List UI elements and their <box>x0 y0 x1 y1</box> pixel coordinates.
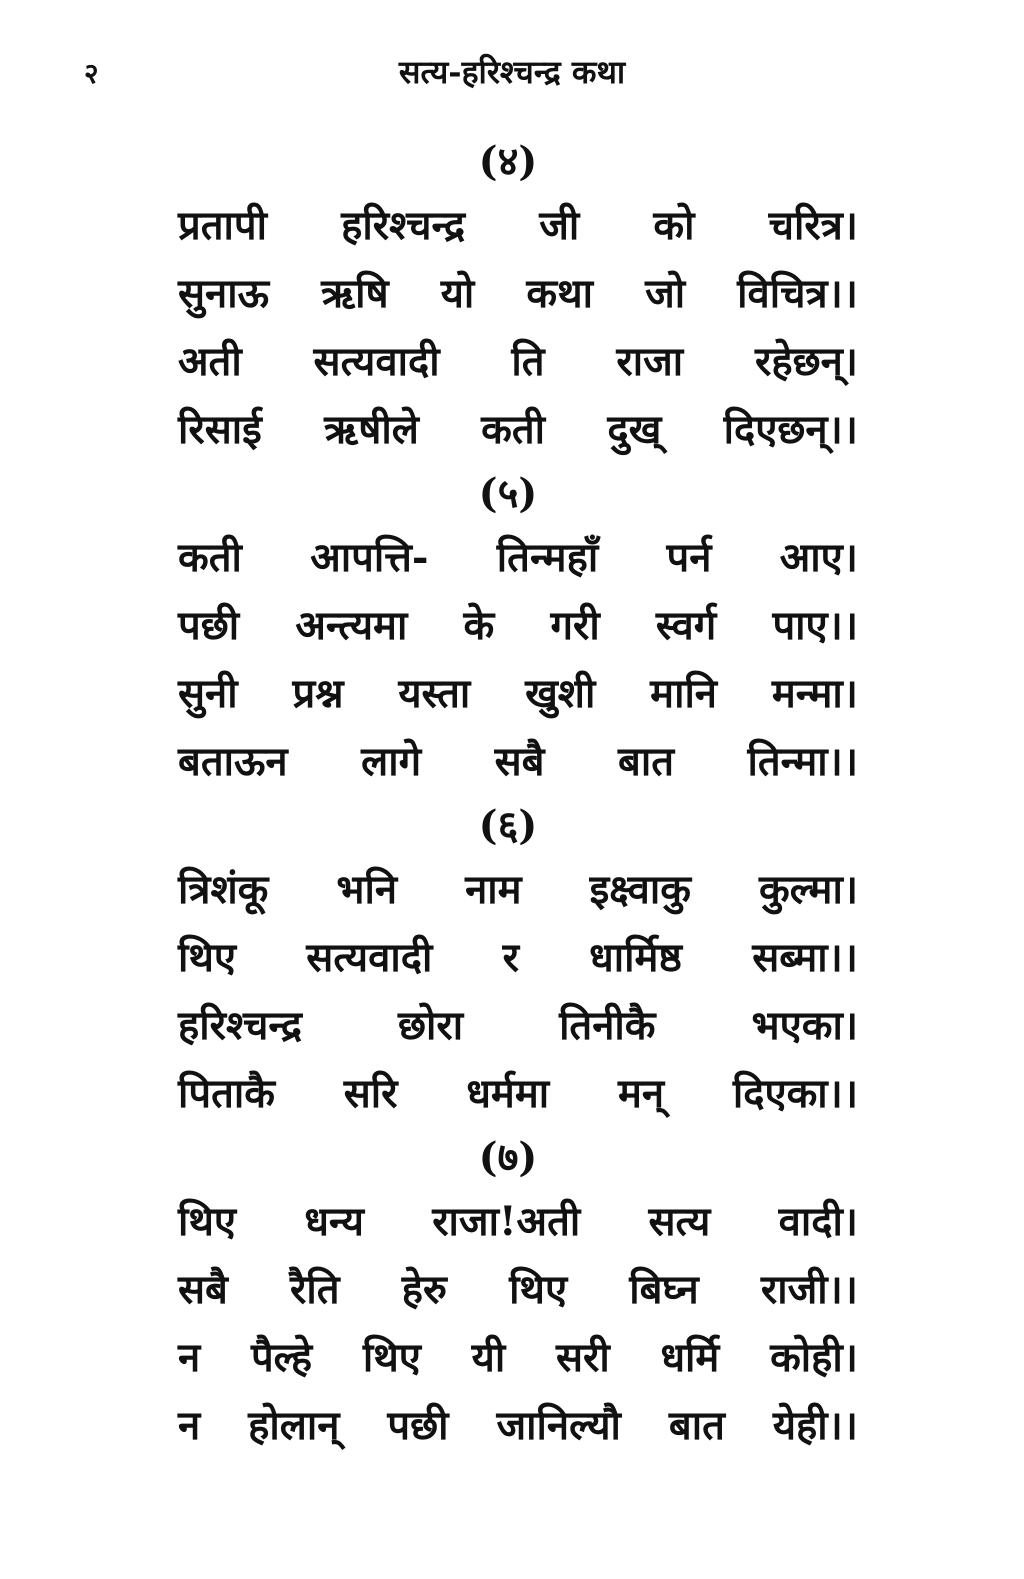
verse-word: प्रतापी <box>178 202 267 249</box>
verse-word: तिन्महाँ <box>496 534 599 581</box>
verse-line <box>178 856 858 924</box>
verse-word: दुख् <box>607 406 662 453</box>
verse-line <box>178 992 858 1060</box>
verse-word: धार्मिष्ठ <box>589 934 682 981</box>
verse-word: धर्ममा <box>466 1070 550 1117</box>
running-head: सत्य-हरिश्चन्द्र कथा <box>398 53 626 91</box>
verse-word: कती <box>481 406 546 453</box>
verse-word: पाए।। <box>772 602 858 649</box>
verse-line <box>178 396 858 464</box>
verse-word: कुल्मा। <box>759 866 858 913</box>
verse-word: येही।। <box>772 1402 858 1449</box>
verse-word: कोही। <box>770 1334 858 1381</box>
verse-word: चरित्र। <box>768 202 858 249</box>
verse-word: बात <box>668 1402 725 1449</box>
verse-line <box>178 328 858 396</box>
verse-word: सत्यवादी <box>306 934 433 981</box>
verse-word: न <box>178 1402 201 1449</box>
verse-word: दिएका।। <box>732 1070 858 1117</box>
verse-word: मन्मा। <box>771 670 858 717</box>
verse-line <box>178 192 858 260</box>
verse-word: थिए <box>178 934 237 981</box>
verse-word: जानिल्यौ <box>496 1402 621 1449</box>
verse-word: गरी <box>550 602 600 649</box>
verse-block <box>178 132 858 464</box>
verse-word: प्रश्न <box>292 670 344 717</box>
verse-line <box>178 592 858 660</box>
verse-word: ति <box>511 338 545 385</box>
verse-word: जो <box>645 270 686 317</box>
verse-word: पिताकै <box>178 1070 275 1117</box>
verse-word: इक्ष्वाकु <box>589 866 691 913</box>
verse-word: बिघ्न <box>629 1266 699 1313</box>
verse-word: पर्न <box>666 534 712 581</box>
verse-word: पैल्हे <box>250 1334 313 1381</box>
verse-word: सरी <box>555 1334 610 1381</box>
verse-word: सब्मा।। <box>752 934 858 981</box>
verse-word: अती <box>178 338 242 385</box>
verse-block <box>178 464 858 796</box>
verse-word: सबै <box>494 738 545 785</box>
verse-word: र <box>502 934 519 981</box>
verse-word: रहेछन्। <box>754 338 858 385</box>
verse-word: नाम <box>465 866 522 913</box>
verse-word: रिसाई <box>178 406 262 453</box>
verse-word: कथा <box>526 270 593 317</box>
verse-word: आपत्ति- <box>310 534 429 581</box>
verse-line <box>178 524 858 592</box>
verse-line <box>178 260 858 328</box>
verse-word: भनि <box>336 866 398 913</box>
verse-word: के <box>463 602 495 649</box>
verse-word: पछी <box>387 1402 449 1449</box>
verse-number: (७) <box>478 1134 538 1181</box>
page-number: २ <box>84 57 99 90</box>
verse-word: को <box>653 202 695 249</box>
verse-word: विचित्र।। <box>737 270 858 317</box>
verse-word: भएका। <box>751 1002 858 1049</box>
verse-word: कती <box>178 534 242 581</box>
verse-word: अन्त्यमा <box>295 602 408 649</box>
verse-line <box>178 1060 858 1128</box>
verse-word: सुनी <box>178 670 238 717</box>
verse-word: यो <box>440 270 475 317</box>
verse-container <box>178 132 858 1460</box>
verse-line <box>178 924 858 992</box>
verse-number: (४) <box>478 138 538 185</box>
verse-word: थिए <box>362 1334 421 1381</box>
verse-word: हरिश्चन्द्र <box>178 1002 302 1049</box>
verse-word: खुशी <box>525 670 596 717</box>
verse-word: स्वर्ग <box>655 602 717 649</box>
verse-word: रैति <box>290 1266 340 1313</box>
verse-word: यस्ता <box>398 670 471 717</box>
verse-word: जी <box>539 202 580 249</box>
verse-line <box>178 1188 858 1256</box>
verse-word: ऋषीले <box>324 406 419 453</box>
verse-word: सत्य <box>648 1198 711 1245</box>
verse-word: हरिश्चन्द्र <box>341 202 466 249</box>
verse-word: राजा!अती <box>432 1198 581 1245</box>
verse-word: सबै <box>178 1266 228 1313</box>
verse-word: त्रिशंकू <box>178 866 269 913</box>
verse-block <box>178 1128 858 1460</box>
verse-word: थिए <box>178 1198 237 1245</box>
verse-block <box>178 796 858 1128</box>
verse-word: थिए <box>509 1266 568 1313</box>
verse-word: होलान् <box>248 1402 340 1449</box>
verse-word: धर्मि <box>660 1334 720 1381</box>
verse-number: (६) <box>478 802 538 849</box>
verse-word: वादी। <box>778 1198 858 1245</box>
verse-line <box>178 1256 858 1324</box>
verse-word: मन् <box>617 1070 665 1117</box>
verse-number: (५) <box>478 470 538 517</box>
verse-word: दिएछन्।। <box>723 406 858 453</box>
verse-word: हेरु <box>401 1266 447 1313</box>
verse-word: बात <box>618 738 674 785</box>
verse-word: छोरा <box>397 1002 464 1049</box>
verse-word: ऋषि <box>321 270 389 317</box>
verse-word: बताऊन <box>178 738 288 785</box>
verse-word: लागे <box>361 738 422 785</box>
verse-word: सरि <box>343 1070 398 1117</box>
verse-word: न <box>178 1334 201 1381</box>
verse-word: राजा <box>616 338 684 385</box>
verse-line <box>178 1324 858 1392</box>
verse-word: सत्यवादी <box>313 338 440 385</box>
verse-line <box>178 660 858 728</box>
verse-word: राजी।। <box>760 1266 858 1313</box>
verse-line <box>178 1392 858 1460</box>
verse-word: तिन्मा।। <box>747 738 858 785</box>
verse-word: पछी <box>178 602 240 649</box>
verse-word: तिनीकै <box>559 1002 656 1049</box>
verse-word: सुनाऊ <box>178 270 269 317</box>
verse-word: मानि <box>650 670 718 717</box>
verse-word: यी <box>471 1334 506 1381</box>
verse-word: धन्य <box>304 1198 364 1245</box>
verse-word: आए। <box>779 534 858 581</box>
verse-line <box>178 728 858 796</box>
